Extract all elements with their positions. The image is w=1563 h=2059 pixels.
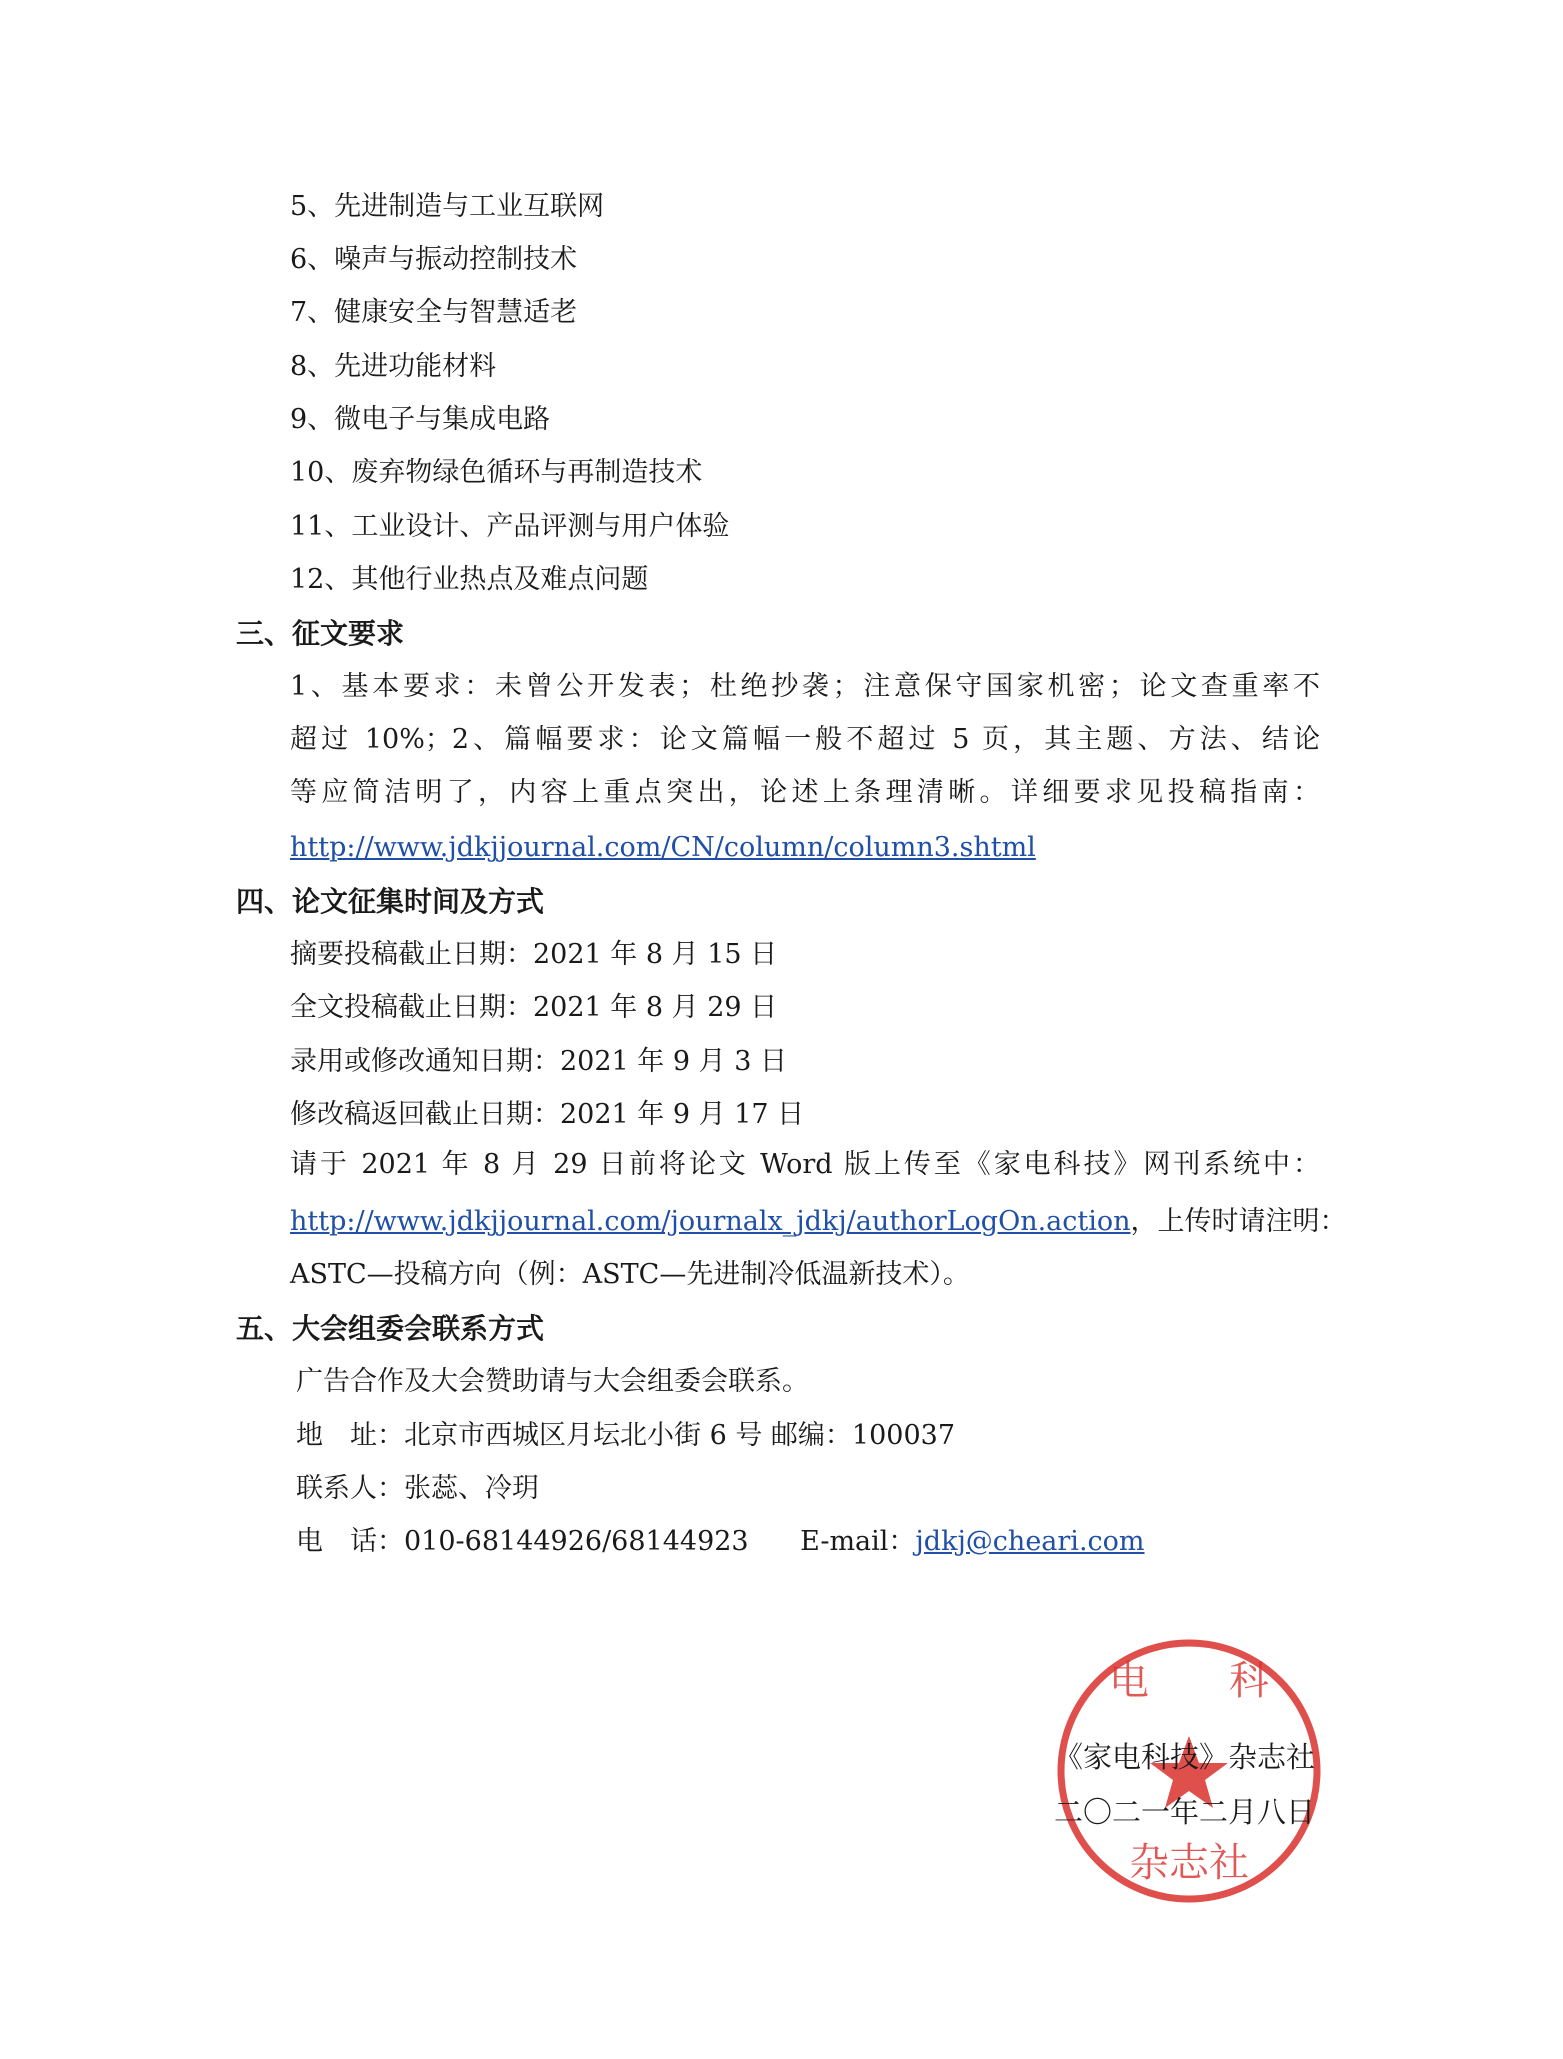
deadline-line: 摘要投稿截止日期：2021 年 8 月 15 日 [290, 939, 778, 970]
signature-org: 《家电科技》杂志社 [1053, 1740, 1315, 1774]
contact-phone: 电 话：010-68144926/68144923 [296, 1526, 749, 1557]
format-note: ASTC—投稿方向（例：ASTC—先进制冷低温新技术）。 [290, 1259, 970, 1290]
section-heading: 五、大会组委会联系方式 [236, 1312, 545, 1345]
section-heading: 三、征文要求 [236, 617, 405, 650]
requirements-line: 等应简洁明了，内容上重点突出，论述上条理清晰。详细要求见投稿指南： [290, 777, 1320, 808]
upload-instruction: 请于 2021 年 8 月 29 日前将论文 Word 版上传至《家电科技》网刊系统中： [290, 1149, 1320, 1180]
email-label: E-mail： [800, 1526, 916, 1557]
deadline-line: 录用或修改通知日期：2021 年 9 月 3 日 [290, 1046, 787, 1077]
signature-date: 二〇二一年二月八日 [1053, 1795, 1315, 1829]
topic-item: 6、噪声与振动控制技术 [290, 244, 578, 275]
topic-item: 8、先进功能材料 [290, 351, 497, 382]
upload-suffix: ，上传时请注明： [1130, 1206, 1347, 1237]
topic-item: 10、废弃物绿色循环与再制造技术 [290, 457, 703, 488]
topic-item: 11、工业设计、产品评测与用户体验 [290, 511, 730, 542]
svg-text:电 科: 电 科 [1109, 1658, 1269, 1704]
guide-link[interactable]: http://www.jdkjjournal.com/CN/column/column3.shtml [290, 832, 1036, 863]
topic-item: 5、先进制造与工业互联网 [290, 191, 605, 222]
email-link[interactable]: jdkj@cheari.com [915, 1526, 1145, 1557]
upload-link[interactable]: http://www.jdkjjournal.com/journalx_jdkj/authorLogOn.action [290, 1206, 1131, 1237]
requirements-line: 超过 10%；2、篇幅要求：论文篇幅一般不超过 5 页，其主题、方法、结论 [290, 724, 1320, 755]
requirements-line: 1、基本要求：未曾公开发表；杜绝抄袭；注意保守国家机密；论文查重率不 [290, 671, 1320, 702]
contact-phone-line [296, 1524, 1145, 1560]
topic-item: 9、微电子与集成电路 [290, 404, 551, 435]
contact-persons: 联系人：张蕊、冷玥 [296, 1473, 539, 1504]
topic-item: 12、其他行业热点及难点问题 [290, 564, 649, 595]
deadline-line: 全文投稿截止日期：2021 年 8 月 29 日 [290, 992, 778, 1023]
upload-link-line [290, 1204, 1347, 1240]
topic-item: 7、健康安全与智慧适老 [290, 297, 578, 328]
deadline-line: 修改稿返回截止日期：2021 年 9 月 17 日 [290, 1099, 805, 1130]
contact-address: 地 址：北京市西城区月坛北小街 6 号 邮编：100037 [296, 1420, 955, 1451]
contact-intro: 广告合作及大会赞助请与大会组委会联系。 [296, 1366, 809, 1397]
section-heading: 四、论文征集时间及方式 [236, 885, 545, 918]
svg-text:杂志社: 杂志社 [1129, 1840, 1249, 1886]
